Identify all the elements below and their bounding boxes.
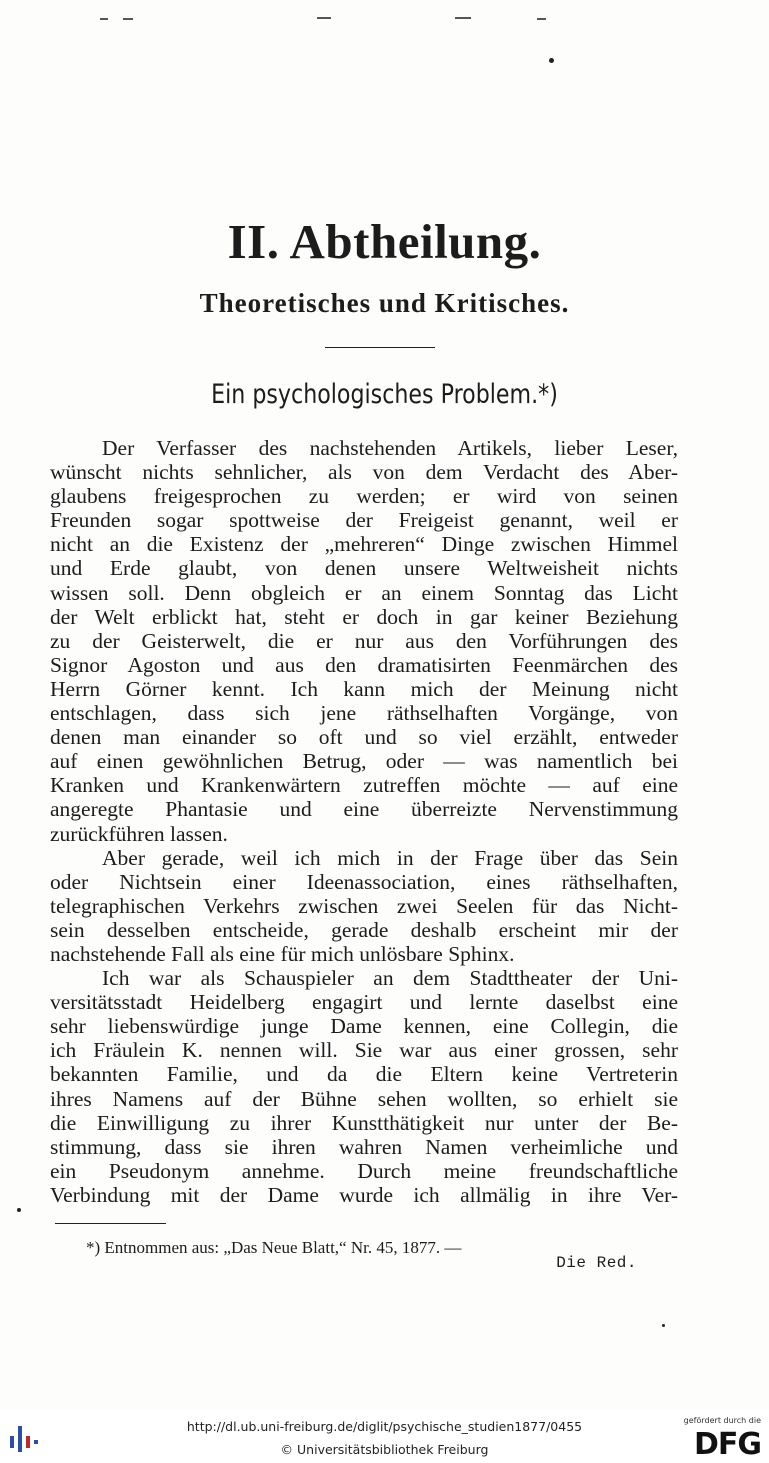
footnote-signature: Die Red. bbox=[556, 1254, 637, 1272]
text-line: zu der Geisterwelt, die er nur aus den Vorführungen des bbox=[50, 628, 678, 653]
article-body bbox=[50, 436, 678, 1207]
text-line: Aber gerade, weil ich mich in der Frage über das Sein bbox=[102, 845, 678, 870]
dfg-logo: DFG bbox=[693, 1427, 761, 1462]
text-line: entschlagen, dass sich jene räthselhaften Vorgänge, von bbox=[50, 701, 678, 726]
scan-edge-mark bbox=[317, 17, 331, 19]
text-line: die Einwilligung zu ihrer Kunstthätigkeit nur unter der Be- bbox=[50, 1110, 678, 1135]
text-line: Ich war als Schauspieler an dem Stadttheater der Uni- bbox=[102, 966, 678, 991]
text-line: telegraphischen Verkehrs zwischen zwei Seelen für das Nicht- bbox=[50, 893, 678, 918]
text-line: ihres Namens auf der Bühne sehen wollten, so erhielt sie bbox=[50, 1086, 678, 1111]
text-line: wünscht nichts sehnlicher, als von dem Verdacht des Aber- bbox=[50, 460, 678, 485]
text-line: nicht an die Existenz der „mehreren“ Dinge zwischen Himmel bbox=[50, 532, 678, 557]
text-line: angeregte Phantasie und eine überreizte Nervenstimmung bbox=[50, 797, 678, 822]
text-line: sein desselben entscheide, gerade deshalb erscheint mir der bbox=[50, 917, 678, 942]
text-line: ich Fräulein K. nennen will. Sie war aus einer grossen, sehr bbox=[50, 1038, 678, 1063]
footnote-rule bbox=[55, 1223, 166, 1224]
scan-edge-mark bbox=[537, 18, 546, 20]
text-line: Signor Agoston und aus den dramatisirten Feenmärchen des bbox=[50, 652, 678, 677]
text-line: und Erde glaubt, von denen unsere Weltweisheit nichts bbox=[50, 556, 678, 581]
scan-speck bbox=[662, 1324, 665, 1327]
text-line: der Welt erblickt hat, steht er doch in gar keiner Beziehung bbox=[50, 604, 678, 629]
scan-edge-mark bbox=[455, 17, 471, 19]
text-line: bekannten Familie, und da die Eltern keine Vertreterin bbox=[50, 1062, 678, 1087]
text-line: glaubens freigesprochen zu werden; er wird von seinen bbox=[50, 484, 678, 509]
text-line: ein Pseudonym annehme. Durch meine freundschaftliche bbox=[50, 1158, 678, 1183]
text-line: nachstehende Fall als eine für mich unlösbare Sphinx. bbox=[50, 941, 515, 966]
text-line: versitätsstadt Heidelberg engagirt und lernte daselbst eine bbox=[50, 990, 678, 1015]
text-line: Herrn Görner kennt. Ich kann mich der Meinung nicht bbox=[50, 676, 678, 701]
text-line: zurückführen lassen. bbox=[50, 821, 228, 846]
text-line: denen man einander so oft und so viel erzählt, entweder bbox=[50, 725, 678, 750]
text-line: Kranken und Krankenwärtern zutreffen möchte — auf eine bbox=[50, 773, 678, 798]
scan-edge-mark bbox=[100, 18, 108, 20]
section-subtitle: Theoretisches und Kritisches. bbox=[199, 288, 570, 318]
article-title: Ein psychologisches Problem.*) bbox=[211, 379, 558, 410]
title-rule bbox=[325, 347, 435, 348]
footnote: *) Entnommen aus: „Das Neue Blatt,“ Nr. 45, 1877. — bbox=[86, 1238, 462, 1257]
scan-speck bbox=[549, 58, 554, 63]
funding-note: gefördert durch die bbox=[683, 1416, 761, 1425]
text-line: Freunden sogar spottweise der Freigeist genannt, weil er bbox=[50, 508, 678, 533]
margin-mark bbox=[17, 1208, 21, 1212]
text-line: Verbindung mit der Dame wurde ich allmälig in ihre Ver- bbox=[50, 1182, 678, 1207]
text-line: wissen soll. Denn obgleich er an einem Sonntag das Licht bbox=[50, 580, 678, 605]
page-permalink[interactable]: http://dl.ub.uni-freiburg.de/diglit/psychische_studien1877/0455 bbox=[186, 1419, 583, 1434]
text-line: sehr liebenswürdige junge Dame kennen, eine Collegin, die bbox=[50, 1014, 678, 1039]
viewer-footer bbox=[0, 1410, 769, 1463]
copyright-notice: © Universitätsbibliothek Freiburg bbox=[280, 1442, 489, 1457]
text-line: auf einen gewöhnlichen Betrug, oder — was namentlich bei bbox=[50, 749, 678, 774]
section-title: II. Abtheilung. bbox=[227, 214, 542, 269]
text-line: stimmung, dass sie ihren wahren Namen verheimliche und bbox=[50, 1134, 678, 1159]
scan-edge-mark bbox=[123, 18, 133, 20]
text-line: oder Nichtsein einer Ideenassociation, eines räthselhaften, bbox=[50, 869, 678, 894]
text-line: Der Verfasser des nachstehenden Artikels, lieber Leser, bbox=[102, 436, 678, 460]
